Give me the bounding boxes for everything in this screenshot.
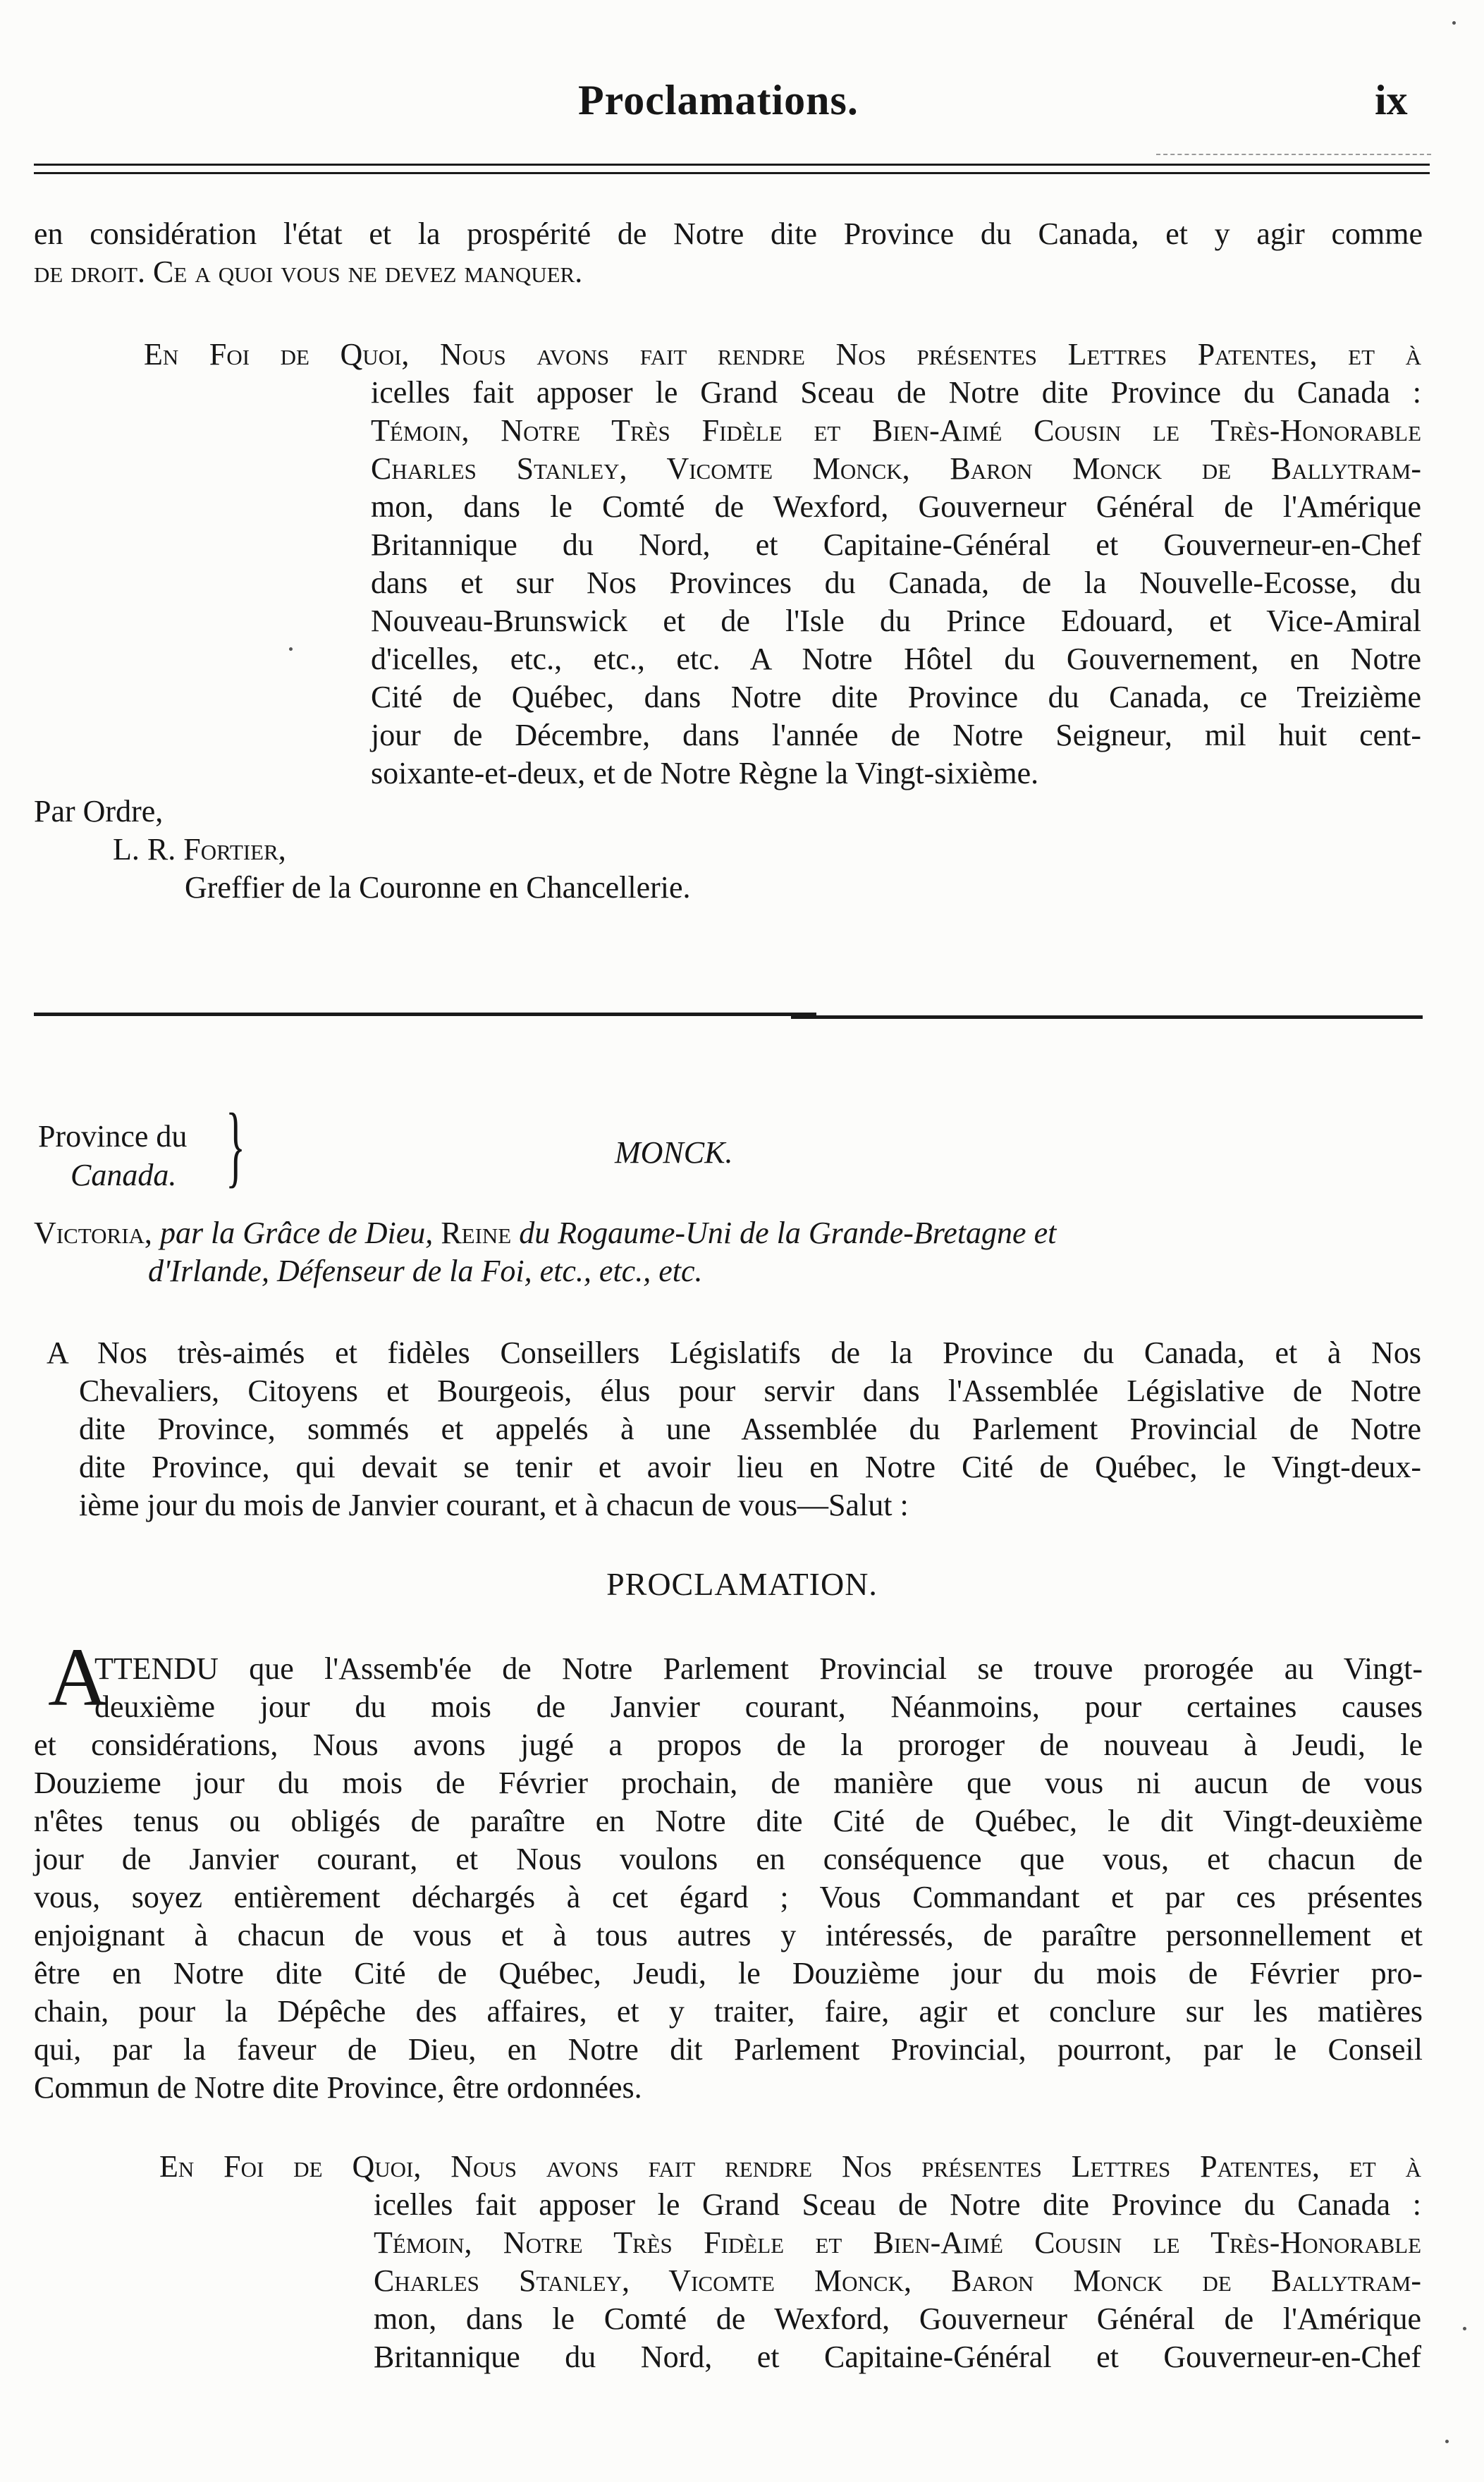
body-line: enjoignant à chacun de vous et à tous autres y intéressés, de paraître personnellement et xyxy=(34,1918,1423,1952)
royal-title: Reine xyxy=(441,1216,512,1250)
section-separator-right xyxy=(791,1015,1423,1019)
header-rule xyxy=(34,164,1430,166)
testimonium-line: mon, dans le Comté de Wexford, Gouverneur Général de l'Amérique xyxy=(374,2301,1421,2336)
continuation-line-2: de droit. Ce a quoi vous ne devez manquer. xyxy=(34,255,583,289)
testimonium-line: Témoin, Notre Très Fidèle et Bien-Aimé Cousin le Très-Honorable xyxy=(371,413,1421,448)
royal-style-line-1 xyxy=(34,1214,1056,1252)
continuation-line-1: en considération l'état et la prospérité de Notre dite Province du Canada, et y agir comme xyxy=(34,216,1423,251)
brace-icon: } xyxy=(226,1095,246,1197)
section-separator xyxy=(34,1013,816,1016)
address-line: A Nos très-aimés et fidèles Conseillers Législatifs de la Province du Canada, et à Nos xyxy=(47,1335,1421,1370)
testimonium-line: soixante-et-deux, et de Notre Règne la Vingt-sixième. xyxy=(371,756,1039,790)
testimonium-line: Cité de Québec, dans Notre dite Province du Canada, ce Treizième xyxy=(371,680,1421,714)
address-line: dite Province, sommés et appelés à une Assemblée du Parlement Provincial de Notre xyxy=(79,1412,1421,1446)
body-line: deuxième jour du mois de Janvier courant, Néanmoins, pour certaines causes xyxy=(94,1689,1423,1724)
testimonium-line: icelles fait apposer le Grand Sceau de Notre dite Province du Canada : xyxy=(371,375,1421,410)
governor-name: MONCK. xyxy=(615,1135,733,1170)
proclamation-heading: PROCLAMATION. xyxy=(606,1566,878,1602)
margin-label-province: Province du xyxy=(38,1119,188,1154)
testimonium-line: Témoin, Notre Très Fidèle et Bien-Aimé Cousin le Très-Honorable xyxy=(374,2225,1421,2260)
body-line: vous, soyez entièrement déchargés à cet égard ; Vous Commandant et par ces présentes xyxy=(34,1880,1423,1914)
address-line: dite Province, qui devait se tenir et avoir lieu en Notre Cité de Québec, le Vingt-deux- xyxy=(79,1450,1421,1484)
drop-cap: A xyxy=(48,1631,109,1723)
scan-speck xyxy=(1463,2327,1466,2330)
testimonium-line: Charles Stanley, Vicomte Monck, Baron Monck de Ballytram- xyxy=(374,2263,1421,2298)
testimonium-line: Britannique du Nord, et Capitaine-Général et Gouverneur-en-Chef xyxy=(374,2340,1421,2374)
testimonium-line: Britannique du Nord, et Capitaine-Général et Gouverneur-en-Chef xyxy=(371,527,1421,562)
header-rule-faint xyxy=(1156,154,1431,155)
page-number: ix xyxy=(1375,77,1408,123)
body-line: qui, par la faveur de Dieu, en Notre dit Parlement Provincial, pourront, par le Conseil xyxy=(34,2032,1423,2067)
royal-realm: du Rogaume-Uni de la Grande-Bretagne et xyxy=(519,1216,1057,1250)
testimonium-line: En Foi de Quoi, Nous avons fait rendre Nos présentes Lettres Patentes, et à xyxy=(159,2149,1421,2184)
body-line: Commun de Notre dite Province, être ordonnées. xyxy=(34,2070,642,2105)
royal-name: Victoria, xyxy=(34,1216,152,1250)
testimonium-line: En Foi de Quoi, Nous avons fait rendre Nos présentes Lettres Patentes, et à xyxy=(144,337,1421,372)
body-line: TTENDU que l'Assemb'ée de Notre Parlement Provincial se trouve prorogée au Vingt- xyxy=(94,1651,1423,1686)
running-header xyxy=(0,76,1484,126)
testimonium-line: mon, dans le Comté de Wexford, Gouverneur Général de l'Amérique xyxy=(371,489,1421,524)
testimonium-line: jour de Décembre, dans l'année de Notre Seigneur, mil huit cent- xyxy=(371,718,1421,752)
testimonium-line: icelles fait apposer le Grand Sceau de Notre dite Province du Canada : xyxy=(374,2187,1421,2222)
body-line: et considérations, Nous avons jugé a propos de la proroger de nouveau à Jeudi, le xyxy=(34,1728,1423,1762)
page-title: Proclamations. xyxy=(578,77,859,123)
testimonium-line: d'icelles, etc., etc., etc. A Notre Hôtel du Gouvernement, en Notre xyxy=(371,642,1421,676)
body-line: Douzieme jour du mois de Février prochain, de manière que vous ni aucun de vous xyxy=(34,1766,1423,1800)
body-line: chain, pour la Dépêche des affaires, et y traiter, faire, agir et conclure sur les matières xyxy=(34,1994,1423,2029)
scan-speck xyxy=(1452,21,1456,25)
body-line: jour de Janvier courant, et Nous voulons en conséquence que vous, et chacun de xyxy=(34,1842,1423,1876)
body-line: n'êtes tenus ou obligés de paraître en Notre dite Cité de Québec, le dit Vingt-deuxième xyxy=(34,1804,1423,1838)
testimonium-line: Nouveau-Brunswick et de l'Isle du Prince Edouard, et Vice-Amiral xyxy=(371,604,1421,638)
header-rule-second xyxy=(34,172,1430,174)
signatory-name: L. R. Fortier, xyxy=(113,832,286,867)
royal-grace: par la Grâce de Dieu, xyxy=(159,1216,434,1250)
testimonium-line: Charles Stanley, Vicomte Monck, Baron Monck de Ballytram- xyxy=(371,451,1421,486)
address-line: ième jour du mois de Janvier courant, et à chacun de vous—Salut : xyxy=(79,1488,909,1522)
signatory-title: Greffier de la Couronne en Chancellerie. xyxy=(185,870,691,905)
margin-label-canada: Canada. xyxy=(70,1158,177,1192)
by-order-label: Par Ordre, xyxy=(34,794,164,829)
scan-speck xyxy=(289,647,293,651)
royal-style-line-2: d'Irlande, Défenseur de la Foi, etc., etc., etc. xyxy=(148,1254,703,1288)
testimonium-line: dans et sur Nos Provinces du Canada, de la Nouvelle-Ecosse, du xyxy=(371,566,1421,600)
scan-speck xyxy=(1445,2440,1449,2443)
body-line: être en Notre dite Cité de Québec, Jeudi, le Douzième jour du mois de Février pro- xyxy=(34,1956,1423,1991)
address-line: Chevaliers, Citoyens et Bourgeois, élus pour servir dans l'Assemblée Législative de Notre xyxy=(79,1374,1421,1408)
